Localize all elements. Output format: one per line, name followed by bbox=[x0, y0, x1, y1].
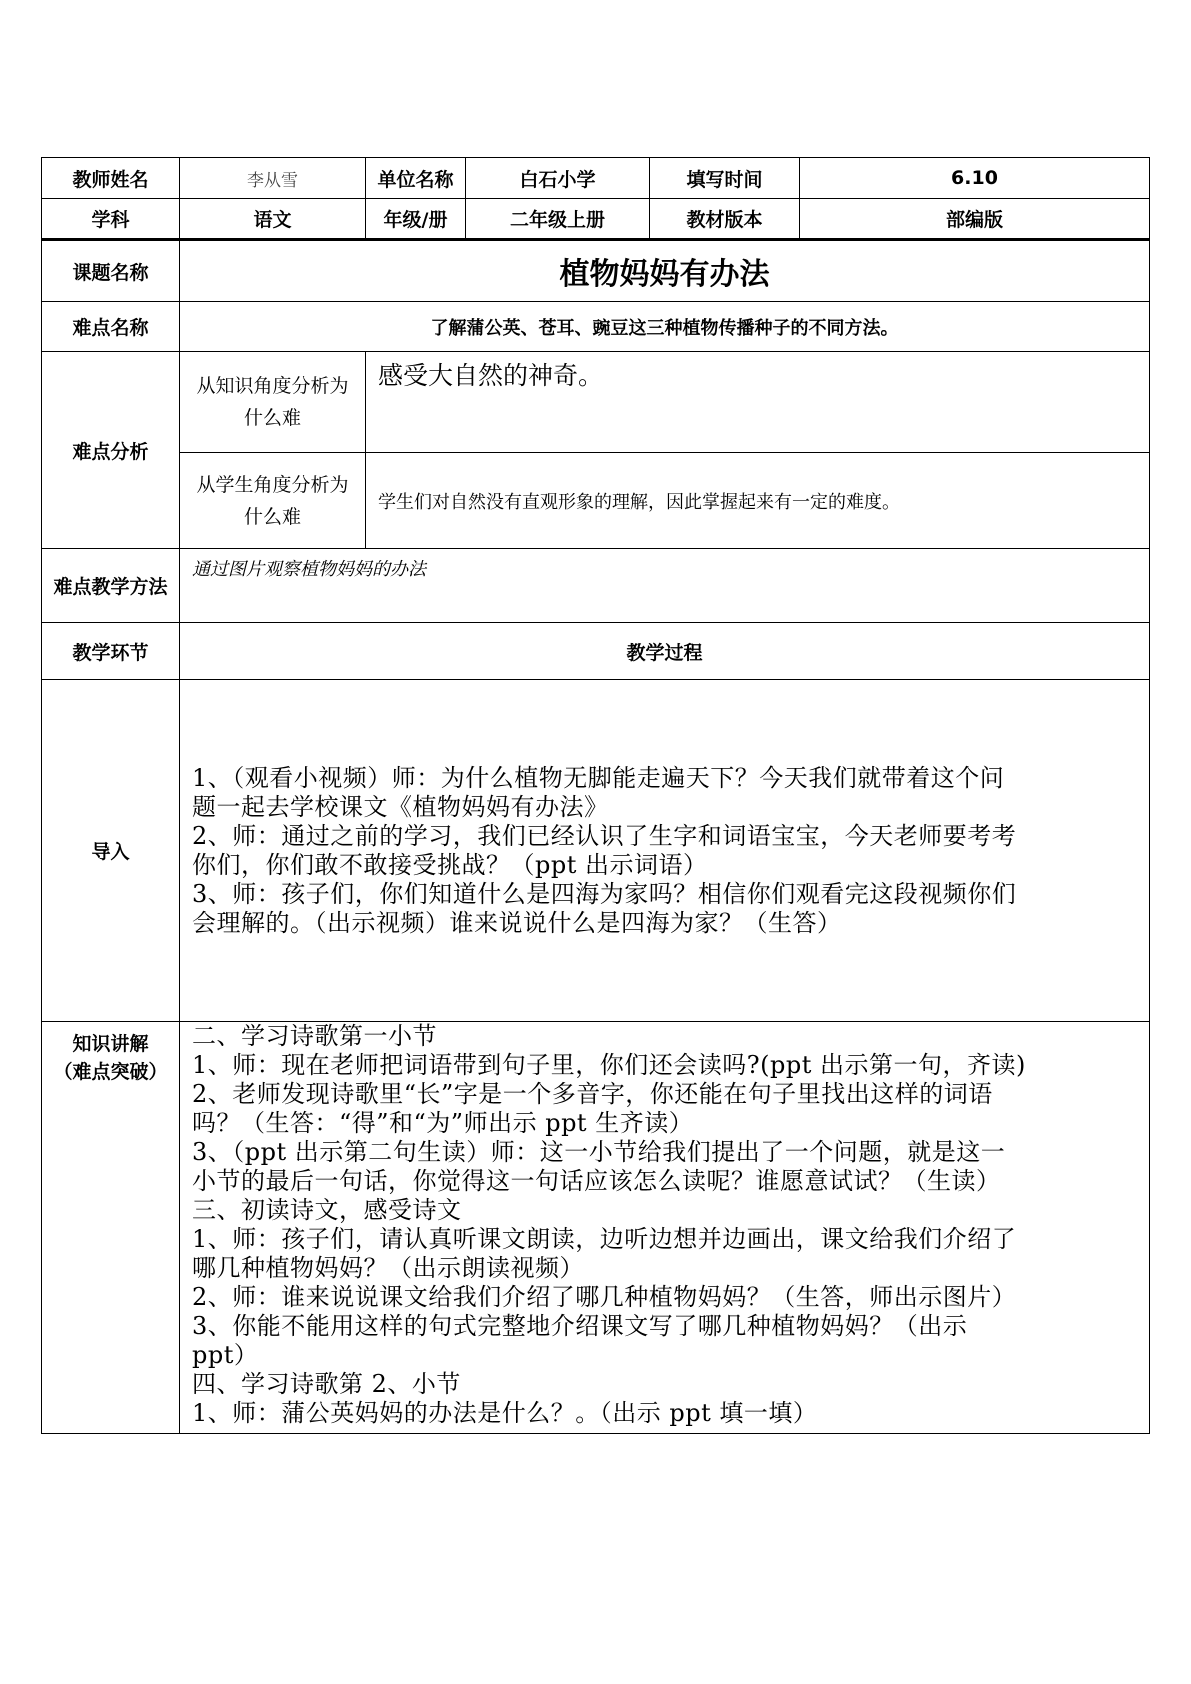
knowledge-line: 2、师：谁来说说课文给我们介绍了哪几种植物妈妈？（生答，师出示图片） bbox=[192, 1283, 1017, 1311]
grade-value: 二年级上册 bbox=[466, 199, 650, 240]
teacher-value: 李从雪 bbox=[180, 158, 366, 199]
student-angle-label-line2: 什么难 bbox=[243, 505, 301, 528]
date-label: 填写时间 bbox=[650, 158, 800, 199]
teacher-label: 教师姓名 bbox=[42, 158, 180, 199]
intro-content bbox=[180, 680, 1150, 1022]
intro-line: 3、师：孩子们，你们知道什么是四海为家吗？相信你们观看完这段视频你们 bbox=[192, 879, 1017, 908]
intro-line: 你们，你们敢不敢接受挑战？（ppt 出示词语） bbox=[192, 850, 708, 879]
knowledge-angle-label-line1: 从知识角度分析为 bbox=[196, 375, 349, 397]
knowledge-line: 吗？（生答：“得”和“为”师出示 ppt 生齐读） bbox=[192, 1109, 694, 1137]
knowledge-line: 小节的最后一句话，你觉得这一句话应该怎么读呢？谁愿意试试？（生读） bbox=[192, 1167, 1001, 1195]
unit-label: 单位名称 bbox=[366, 158, 466, 199]
intro-line: 会理解的。（出示视频）谁来说说什么是四海为家？（生答） bbox=[192, 908, 842, 937]
knowledge-line: 3、你能不能用这样的句式完整地介绍课文写了哪几种植物妈妈？（出示 bbox=[192, 1312, 968, 1340]
stage-label: 教学环节 bbox=[42, 623, 180, 680]
difficulty-label: 难点名称 bbox=[42, 302, 180, 352]
knowledge-line: 二、学习诗歌第一小节 bbox=[192, 1022, 437, 1050]
student-angle-label-line1: 从学生角度分析为 bbox=[196, 473, 349, 496]
lesson-title: 植物妈妈有办法 bbox=[180, 240, 1150, 302]
knowledge-line: ppt） bbox=[192, 1341, 259, 1369]
intro-label: 导入 bbox=[42, 680, 180, 1022]
analysis-label: 难点分析 bbox=[42, 352, 180, 549]
method-value: 通过图片观察植物妈妈的办法 bbox=[180, 549, 1150, 623]
lesson-title-label: 课题名称 bbox=[42, 240, 180, 302]
knowledge-row bbox=[42, 1022, 1150, 1434]
header-row-1 bbox=[42, 158, 1150, 199]
lesson-title-row bbox=[42, 240, 1150, 302]
date-value: 6.10 bbox=[800, 158, 1150, 199]
subject-value: 语文 bbox=[180, 199, 366, 240]
intro-row bbox=[42, 680, 1150, 1022]
lesson-plan-table bbox=[41, 157, 1150, 1434]
grade-label: 年级/册 bbox=[366, 199, 466, 240]
difficulty-value: 了解蒲公英、苍耳、豌豆这三种植物传播种子的不同方法。 bbox=[180, 302, 1150, 352]
unit-value: 白石小学 bbox=[466, 158, 650, 199]
edition-label: 教材版本 bbox=[650, 199, 800, 240]
intro-line: 2、师：通过之前的学习，我们已经认识了生字和词语宝宝，今天老师要考考 bbox=[192, 821, 1017, 850]
analysis-knowledge-row bbox=[42, 352, 1150, 453]
knowledge-line: 三、初读诗文，感受诗文 bbox=[192, 1196, 462, 1224]
knowledge-line: 四、学习诗歌第 2、小节 bbox=[192, 1370, 461, 1398]
knowledge-label-line1: 知识讲解 bbox=[72, 1033, 149, 1055]
method-row bbox=[42, 549, 1150, 623]
student-angle-label bbox=[180, 453, 366, 549]
header-row-2 bbox=[42, 199, 1150, 240]
knowledge-line: 哪几种植物妈妈？（出示朗读视频） bbox=[192, 1254, 584, 1282]
analysis-student-row bbox=[42, 453, 1150, 549]
lesson-plan-page bbox=[41, 157, 1149, 1434]
knowledge-label-line2: （难点突破） bbox=[53, 1061, 168, 1083]
knowledge-angle-label bbox=[180, 352, 366, 453]
method-label: 难点教学方法 bbox=[42, 549, 180, 623]
knowledge-line: 1、师：孩子们，请认真听课文朗读，边听边想并边画出，课文给我们介绍了 bbox=[192, 1225, 1017, 1253]
knowledge-line: 1、师：蒲公英妈妈的办法是什么？。（出示 ppt 填一填） bbox=[192, 1399, 818, 1427]
intro-line: 1、（观看小视频）师：为什么植物无脚能走遍天下？今天我们就带着这个问 bbox=[192, 763, 1005, 792]
knowledge-label bbox=[42, 1022, 180, 1434]
process-header-row bbox=[42, 623, 1150, 680]
knowledge-angle-label-line2: 什么难 bbox=[243, 407, 301, 429]
subject-label: 学科 bbox=[42, 199, 180, 240]
student-angle-value: 学生们对自然没有直观形象的理解，因此掌握起来有一定的难度。 bbox=[366, 453, 1150, 549]
difficulty-row bbox=[42, 302, 1150, 352]
knowledge-content bbox=[180, 1022, 1150, 1434]
knowledge-line: 3、（ppt 出示第二句生读）师：这一小节给我们提出了一个问题，就是这一 bbox=[192, 1138, 1006, 1166]
knowledge-line: 1、师：现在老师把词语带到句子里，你们还会读吗?(ppt 出示第一句，齐读) bbox=[192, 1051, 1026, 1079]
knowledge-angle-value: 感受大自然的神奇。 bbox=[366, 352, 1150, 453]
intro-line: 题一起去学校课文《植物妈妈有办法》 bbox=[192, 792, 609, 821]
process-label: 教学过程 bbox=[180, 623, 1150, 680]
knowledge-line: 2、老师发现诗歌里“长”字是一个多音字，你还能在句子里找出这样的词语 bbox=[192, 1080, 993, 1108]
edition-value: 部编版 bbox=[800, 199, 1150, 240]
